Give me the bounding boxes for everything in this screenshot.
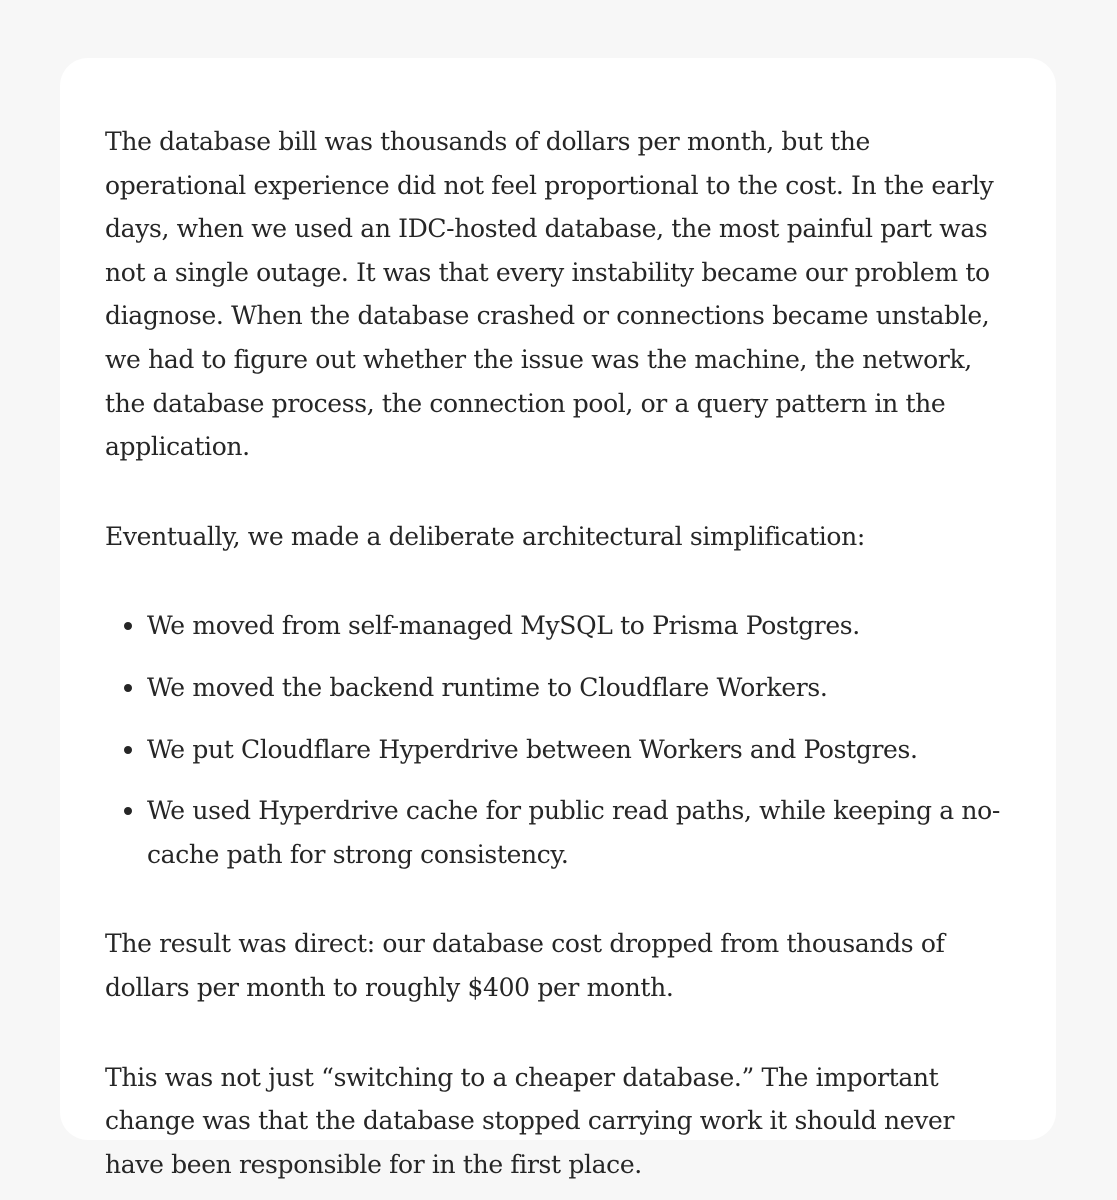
bullet-dot-icon xyxy=(124,622,132,630)
bullet-dot-icon xyxy=(124,746,132,754)
bullet-dot-icon xyxy=(124,807,132,815)
bullet-list xyxy=(105,604,1012,876)
bullet-dot-icon xyxy=(124,684,132,692)
paragraph-result: The result was direct: our database cost dropped from thousands of dollars per month to roughly $400 per month. xyxy=(105,929,945,1002)
list-item-text: We put Cloudflare Hyperdrive between Workers and Postgres. xyxy=(147,734,918,764)
list-item xyxy=(105,789,1012,876)
list-item xyxy=(105,604,1012,648)
list-item-text: We used Hyperdrive cache for public read paths, while keeping a no-cache path for strong consistency. xyxy=(147,796,1000,869)
list-item xyxy=(105,728,1012,772)
list-item-text: We moved the backend runtime to Cloudflare Workers. xyxy=(147,672,828,702)
paragraph-database-bill: The database bill was thousands of dollars per month, but the operational experience did not feel proportional to the cost. In the early days, when we used an IDC-hosted database, the most painful part was not a single outage. It was that every instability became our problem to diagnose. When the database crashed or connections became unstable, we had to figure out whether the issue was the machine, the network, the database process, the connection pool, or a query pattern in the application. xyxy=(105,127,994,462)
paragraph-simplification-intro: Eventually, we made a deliberate architectural simplification: xyxy=(105,521,865,551)
list-item xyxy=(105,666,1012,710)
list-item-text: We moved from self-managed MySQL to Prisma Postgres. xyxy=(147,611,860,641)
article-card xyxy=(60,58,1056,1179)
paragraph-conclusion: This was not just “switching to a cheaper database.” The important change was that the database stopped carrying work it should never have been responsible for in the first place. xyxy=(105,1062,955,1179)
